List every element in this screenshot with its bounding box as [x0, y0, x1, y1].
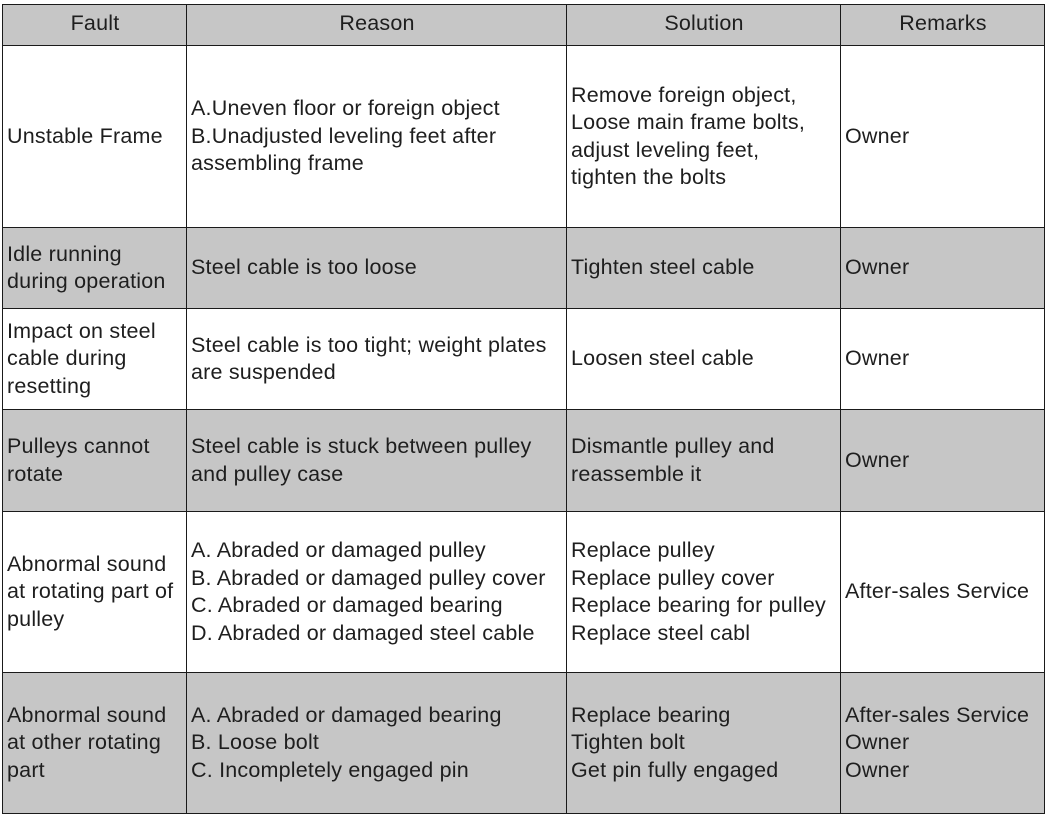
solution-text: Replace pulley [571, 538, 715, 562]
solution-cell [567, 228, 841, 309]
fault-text: at other rotating [7, 730, 161, 755]
reason-text: A. Abraded or damaged pulley [191, 538, 486, 562]
reason-text: B. Loose bolt [191, 730, 320, 755]
fault-cell [3, 512, 187, 673]
fault-cell [3, 228, 187, 309]
reason-text: C. Incompletely engaged pin [191, 757, 469, 782]
reason-text: Steel cable is too loose [191, 255, 417, 280]
fault-text: rotate [7, 461, 64, 486]
reason-cell [187, 673, 567, 814]
header-row [3, 5, 1045, 46]
solution-text: Tighten steel cable [571, 255, 755, 280]
solution-text: reassemble it [571, 461, 702, 486]
remarks-text: Owner [845, 447, 910, 472]
reason-text: D. Abraded or damaged steel cable [191, 620, 535, 645]
reason-cell [187, 410, 567, 512]
solution-text: Remove foreign object, [571, 82, 797, 107]
reason-text: Steel cable is stuck between pulley [191, 434, 532, 458]
table-row [3, 673, 1045, 814]
remarks-text: Owner [845, 757, 910, 782]
table-row [3, 309, 1045, 410]
solution-text: adjust leveling feet, [571, 137, 760, 162]
fault-text: Impact on steel [7, 318, 156, 343]
remarks-text: After-sales Service [845, 579, 1030, 604]
solution-cell [567, 309, 841, 410]
solution-cell [567, 46, 841, 228]
table-row [3, 410, 1045, 512]
fault-cell [3, 410, 187, 512]
reason-text: C. Abraded or damaged bearing [191, 593, 503, 617]
solution-cell [567, 673, 841, 814]
remarks-cell [841, 410, 1045, 512]
fault-text: Pulleys cannot [7, 434, 150, 458]
header-remarks: Remarks [841, 5, 1045, 46]
solution-text: Replace steel cabl [571, 620, 751, 645]
reason-cell [187, 512, 567, 673]
solution-text: Get pin fully engaged [571, 757, 779, 782]
remarks-text: Owner [845, 730, 910, 755]
fault-cell [3, 673, 187, 814]
solution-text: tighten the bolts [571, 165, 727, 189]
reason-text: are suspended [191, 360, 336, 384]
reason-text: and pulley case [191, 461, 344, 486]
table-row [3, 46, 1045, 228]
troubleshooting-table [2, 4, 1045, 814]
table-row [3, 228, 1045, 309]
header-solution: Solution [567, 5, 841, 46]
fault-text: resetting [7, 373, 92, 398]
remarks-cell [841, 512, 1045, 673]
reason-cell [187, 309, 567, 410]
fault-text: Abnormal sound [7, 551, 167, 576]
fault-cell [3, 46, 187, 228]
solution-text: Loosen steel cable [571, 346, 754, 371]
solution-text: Replace bearing [571, 702, 731, 727]
fault-text: during operation [7, 269, 166, 293]
solution-cell [567, 512, 841, 673]
solution-text: Loose main frame bolts, [571, 110, 806, 134]
fault-text: pulley [7, 606, 65, 631]
remarks-cell [841, 228, 1045, 309]
remarks-text: Owner [845, 255, 910, 280]
reason-text: Steel cable is too tight; weight plates [191, 332, 547, 357]
solution-text: Tighten bolt [571, 730, 685, 755]
reason-cell [187, 228, 567, 309]
remarks-cell [841, 46, 1045, 228]
reason-text: B.Unadjusted leveling feet after [191, 123, 497, 148]
header-reason: Reason [187, 5, 567, 46]
reason-text: assembling frame [191, 151, 364, 176]
fault-text: Unstable Frame [7, 123, 163, 148]
fault-text: at rotating part of [7, 579, 174, 604]
reason-text: B. Abraded or damaged pulley cover [191, 565, 546, 590]
remarks-cell [841, 309, 1045, 410]
solution-cell [567, 410, 841, 512]
reason-cell [187, 46, 567, 228]
fault-text: cable during [7, 346, 127, 371]
solution-text: Replace pulley cover [571, 565, 775, 590]
remarks-cell [841, 673, 1045, 814]
remarks-text: Owner [845, 346, 910, 371]
table-row [3, 512, 1045, 673]
fault-cell [3, 309, 187, 410]
remarks-text: After-sales Service [845, 702, 1030, 727]
reason-text: A.Uneven floor or foreign object [191, 96, 500, 121]
fault-text: Idle running [7, 241, 122, 266]
fault-text: Abnormal sound [7, 702, 167, 727]
reason-text: A. Abraded or damaged bearing [191, 702, 502, 727]
header-fault: Fault [3, 5, 187, 46]
remarks-text: Owner [845, 123, 910, 148]
solution-text: Replace bearing for pulley [571, 593, 826, 617]
fault-text: part [7, 757, 45, 782]
solution-text: Dismantle pulley and [571, 434, 775, 458]
